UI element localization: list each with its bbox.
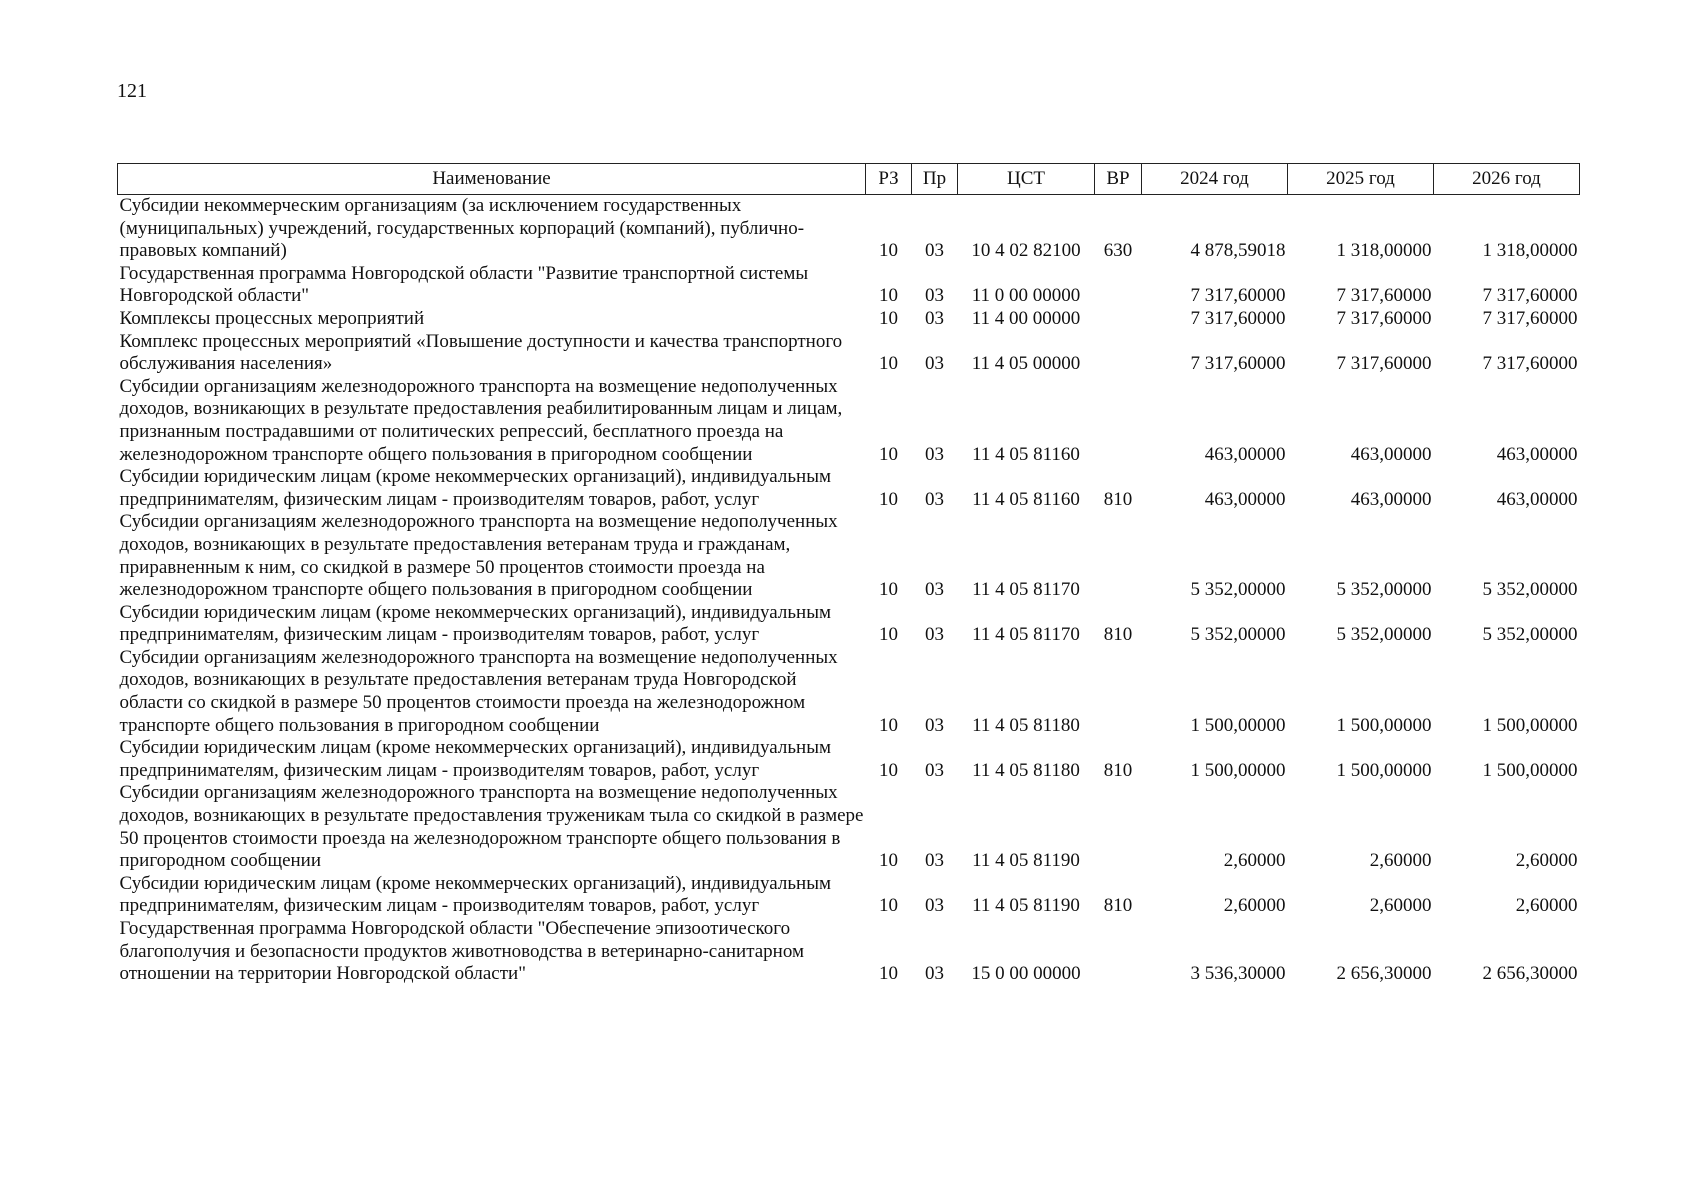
header-name: Наименование [118,164,866,195]
cell-2025: 2 656,30000 [1336,963,1432,985]
cell-vr [1095,511,1142,601]
cell-vr [1095,647,1142,737]
cell-vr [1095,308,1142,331]
cell-rz: 10 [879,285,898,307]
cell-2026: 2,60000 [1515,895,1578,917]
cell-rz: 10 [879,850,898,872]
cell-2026: 463,00000 [1496,443,1578,465]
cell-2026: 1 500,00000 [1482,759,1578,781]
cell-2025: 5 352,00000 [1336,579,1432,601]
cell-2025: 7 317,60000 [1336,285,1432,307]
cell-2025: 463,00000 [1350,443,1432,465]
cell-rz: 10 [879,488,898,510]
cell-2026: 2 656,30000 [1482,963,1578,985]
cell-name: Субсидии организациям железнодорожного транспорта на возмещение недополученных доходов, возникающих в результате предоставления реабилитированным лицам и лицам, признанным пострадавшими от политических репрессий, бесплатного проезда на железнодорожном транспорте общего пользования в пригородном сообщении [119,375,843,465]
cell-2026: 5 352,00000 [1482,624,1578,646]
table-body [118,195,1580,986]
cell-cst: 10 4 02 82100 [971,240,1081,262]
cell-2024: 3 536,30000 [1190,963,1286,985]
table-row [118,873,1580,918]
cell-name: Комплекс процессных мероприятий «Повышение доступности и качества транспортного обслуживания населения» [119,330,843,375]
cell-2024: 5 352,00000 [1190,579,1286,601]
header-pr: Пр [912,164,958,195]
cell-pr: 03 [925,488,944,510]
cell-2025: 5 352,00000 [1336,624,1432,646]
page-number: 121 [117,80,147,102]
header-2025: 2025 год [1288,164,1434,195]
cell-2025: 463,00000 [1350,488,1432,510]
cell-name: Субсидии организациям железнодорожного транспорта на возмещение недополученных доходов, возникающих в результате предоставления ветеранам труда и гражданам, приравненным к ним, со скидкой в размере 50 процентов стоимости проезда на железнодорожном транспорте общего пользования в пригородном сообщении [119,511,838,601]
cell-2026: 5 352,00000 [1482,579,1578,601]
cell-pr: 03 [925,353,944,375]
cell-name: Государственная программа Новгородской области "Обеспечение эпизоотического благополучия и безопасности продуктов животноводства в ветеринарно-санитарном отношении на территории Новгородской области" [119,918,805,985]
cell-rz: 10 [879,895,898,917]
cell-name: Субсидии юридическим лицам (кроме некоммерческих организаций), индивидуальным предпринимателям, физическим лицам - производителям товаров, работ, услуг [119,601,831,646]
cell-pr: 03 [925,759,944,781]
table-row [118,511,1580,601]
cell-cst: 11 4 05 81170 [972,624,1080,646]
cell-2024: 463,00000 [1204,488,1286,510]
cell-2026: 1 318,00000 [1482,240,1578,262]
cell-cst: 11 4 05 81160 [972,488,1080,510]
header-2024: 2024 год [1142,164,1288,195]
cell-rz: 10 [879,443,898,465]
cell-pr: 03 [925,579,944,601]
cell-name: Субсидии юридическим лицам (кроме некоммерческих организаций), индивидуальным предпринимателям, физическим лицам - производителям товаров, работ, услуг [119,872,831,917]
cell-rz: 10 [879,353,898,375]
cell-name: Комплексы процессных мероприятий [119,307,425,329]
cell-name: Субсидии организациям железнодорожного транспорта на возмещение недополученных доходов, возникающих в результате предоставления ветеранам труда Новгородской области со скидкой в размере 50 процентов стоимости проезда на железнодорожном транспорте общего пользования в пригородном сообщении [119,646,838,736]
table-row [118,195,1580,263]
cell-2024: 7 317,60000 [1190,353,1286,375]
cell-2026: 2,60000 [1515,850,1578,872]
cell-pr: 03 [925,307,944,329]
cell-cst: 11 4 05 81160 [972,443,1080,465]
header-rz: РЗ [866,164,912,195]
cell-vr [1095,918,1142,986]
table-row [118,782,1580,872]
cell-cst: 11 4 05 81190 [972,850,1080,872]
cell-cst: 11 4 05 00000 [971,353,1081,375]
cell-2024: 7 317,60000 [1190,285,1286,307]
cell-rz: 10 [879,240,898,262]
cell-pr: 03 [925,285,944,307]
cell-2026: 7 317,60000 [1482,285,1578,307]
cell-pr: 03 [925,443,944,465]
cell-vr: 630 [1103,240,1133,262]
cell-2025: 2,60000 [1369,895,1432,917]
cell-vr: 810 [1103,488,1133,510]
table-row [118,376,1580,466]
cell-pr: 03 [925,240,944,262]
cell-rz: 10 [879,624,898,646]
table-row [118,918,1580,986]
table-row [118,647,1580,737]
cell-cst: 11 4 05 81180 [972,714,1080,736]
cell-name: Субсидии некоммерческим организациям (за исключением государственных (муниципальных) учреждений, государственных корпораций (компаний), публично-правовых компаний) [119,195,805,262]
cell-rz: 10 [879,963,898,985]
cell-cst: 11 4 00 00000 [971,307,1081,329]
cell-2025: 7 317,60000 [1336,307,1432,329]
budget-table [117,163,1580,986]
cell-2024: 7 317,60000 [1190,307,1286,329]
cell-rz: 10 [879,307,898,329]
cell-name: Государственная программа Новгородской области "Развитие транспортной системы Новгородской области" [119,262,809,307]
cell-2026: 1 500,00000 [1482,714,1578,736]
cell-cst: 11 4 05 81180 [972,759,1080,781]
cell-2024: 2,60000 [1223,850,1286,872]
cell-vr: 810 [1103,759,1133,781]
cell-2025: 7 317,60000 [1336,353,1432,375]
cell-2025: 2,60000 [1369,850,1432,872]
table-row [118,308,1580,331]
cell-rz: 10 [879,759,898,781]
cell-2025: 1 500,00000 [1336,759,1432,781]
table-row [118,602,1580,647]
cell-rz: 10 [879,579,898,601]
cell-vr [1095,263,1142,308]
cell-2025: 1 500,00000 [1336,714,1432,736]
cell-name: Субсидии юридическим лицам (кроме некоммерческих организаций), индивидуальным предпринимателям, физическим лицам - производителям товаров, работ, услуг [119,737,831,781]
cell-cst: 11 4 05 81170 [972,579,1080,601]
header-cst: ЦСТ [958,164,1095,195]
table-row [118,331,1580,376]
cell-2024: 5 352,00000 [1190,624,1286,646]
cell-vr [1095,376,1142,466]
cell-pr: 03 [925,850,944,872]
cell-vr: 810 [1103,624,1133,646]
cell-vr: 810 [1103,895,1133,917]
header-vr: ВР [1095,164,1142,195]
cell-pr: 03 [925,895,944,917]
cell-pr: 03 [925,624,944,646]
cell-cst: 11 0 00 00000 [971,285,1081,307]
table-row [118,466,1580,511]
cell-name: Субсидии юридическим лицам (кроме некоммерческих организаций), индивидуальным предпринимателям, физическим лицам - производителям товаров, работ, услуг [119,466,831,510]
cell-name: Субсидии организациям железнодорожного транспорта на возмещение недополученных доходов, возникающих в результате предоставления труженикам тыла со скидкой в размере 50 процентов стоимости проезда на железнодорожном транспорте общего пользования в пригородном сообщении [119,782,864,872]
cell-vr [1095,331,1142,376]
cell-2024: 463,00000 [1204,443,1286,465]
cell-pr: 03 [925,714,944,736]
cell-vr [1095,782,1142,872]
cell-2026: 7 317,60000 [1482,353,1578,375]
cell-cst: 11 4 05 81190 [972,895,1080,917]
header-2026: 2026 год [1434,164,1580,195]
cell-rz: 10 [879,714,898,736]
cell-2024: 4 878,59018 [1190,240,1286,262]
cell-2026: 7 317,60000 [1482,307,1578,329]
table-header [118,164,1580,195]
cell-pr: 03 [925,963,944,985]
cell-2025: 1 318,00000 [1336,240,1432,262]
cell-2024: 2,60000 [1223,895,1286,917]
table-row [118,737,1580,782]
cell-2024: 1 500,00000 [1190,714,1286,736]
cell-2026: 463,00000 [1496,488,1578,510]
table-row [118,263,1580,308]
cell-2024: 1 500,00000 [1190,759,1286,781]
cell-cst: 15 0 00 00000 [971,963,1081,985]
